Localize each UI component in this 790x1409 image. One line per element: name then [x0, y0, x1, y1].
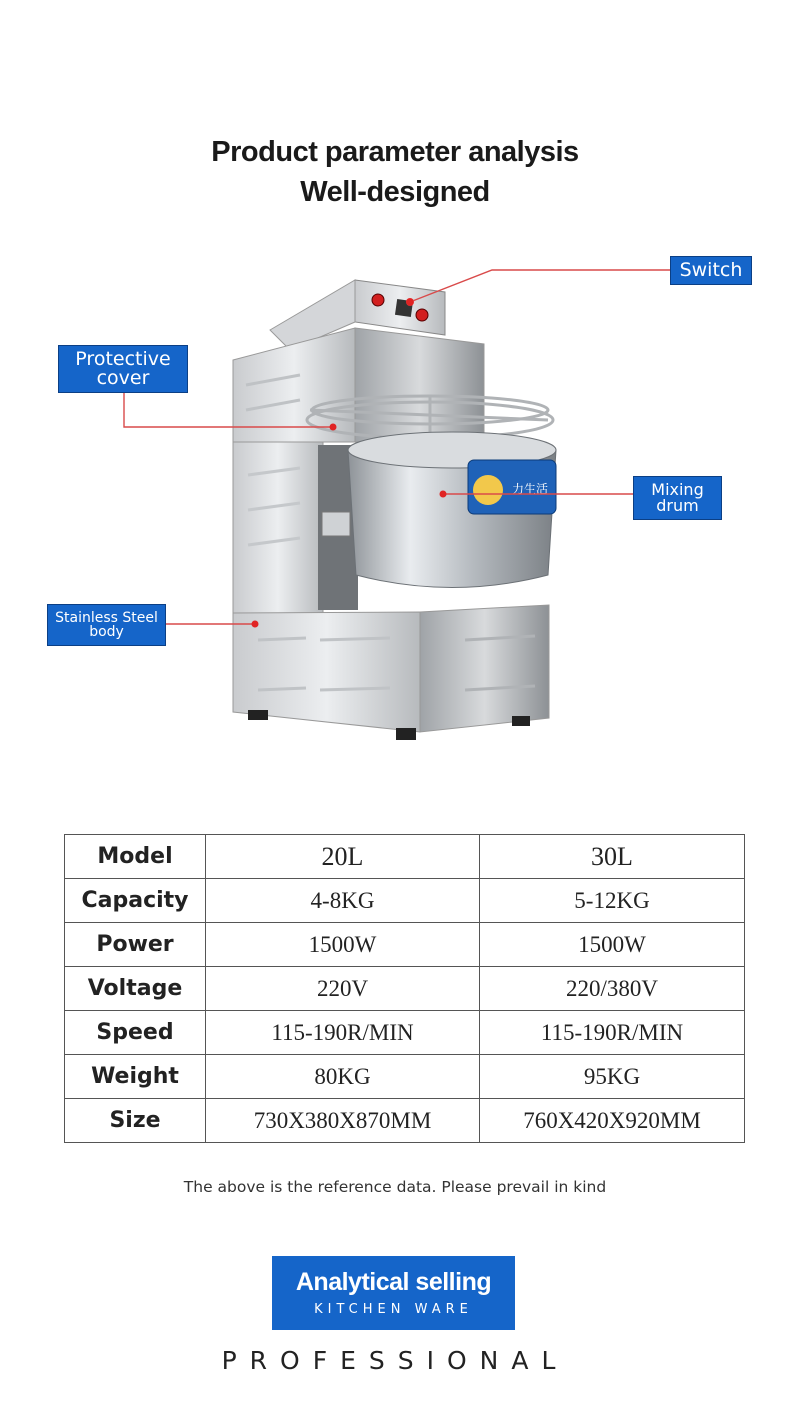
mixing-drum-callout: [633, 476, 722, 520]
cell-30l: 1500W: [480, 923, 745, 967]
cell-20l: 80KG: [206, 1055, 480, 1099]
switch-callout-label: Switch: [679, 259, 743, 281]
switch-callout: [670, 256, 752, 285]
stainless-steel-label-line2: body: [89, 624, 124, 640]
reference-note: The above is the reference data. Please prevail in kind: [183, 1178, 607, 1196]
brand-banner: [272, 1256, 515, 1330]
row-label: Capacity: [65, 879, 206, 923]
cell-20l: 4-8KG: [206, 879, 480, 923]
page-title: Product parameter analysis: [211, 136, 579, 168]
cell-20l: 20L: [206, 835, 480, 879]
cell-20l: 1500W: [206, 923, 480, 967]
cell-20l: 730X380X870MM: [206, 1099, 480, 1143]
stainless-steel-label-line1: Stainless Steel: [55, 610, 158, 626]
table-row: [65, 835, 745, 879]
cell-30l: 95KG: [480, 1055, 745, 1099]
table-row: [65, 1011, 745, 1055]
cell-30l: 220/380V: [480, 967, 745, 1011]
table-row: [65, 923, 745, 967]
stainless-steel-body: [233, 442, 358, 617]
table-row: [65, 879, 745, 923]
cell-30l: 5-12KG: [480, 879, 745, 923]
row-label: Speed: [65, 1011, 206, 1055]
mixing-drum-label-line2: drum: [656, 496, 699, 515]
table-row: [65, 1099, 745, 1143]
spec-table: [64, 834, 745, 1143]
cell-30l: 115-190R/MIN: [480, 1011, 745, 1055]
row-label: Model: [65, 835, 206, 879]
stainless-steel-callout: [47, 604, 166, 646]
protective-cover-callout: [58, 345, 188, 393]
base: [233, 605, 549, 740]
brand-title: Analytical selling: [295, 1268, 492, 1296]
footer-tagline: PROFESSIONAL: [221, 1346, 569, 1375]
brand-subtitle: KITCHEN WARE: [314, 1302, 473, 1317]
row-label: Voltage: [65, 967, 206, 1011]
cell-30l: 760X420X920MM: [480, 1099, 745, 1143]
cell-20l: 220V: [206, 967, 480, 1011]
row-label: Size: [65, 1099, 206, 1143]
protective-cover-label-line1: Protective: [75, 348, 171, 370]
cell-20l: 115-190R/MIN: [206, 1011, 480, 1055]
cell-30l: 30L: [480, 835, 745, 879]
protective-cover-label-line2: cover: [96, 367, 150, 389]
page-subtitle: Well-designed: [300, 176, 490, 208]
row-label: Weight: [65, 1055, 206, 1099]
table-row: [65, 1055, 745, 1099]
table-row: [65, 967, 745, 1011]
drum-brand-label: 力生活: [511, 482, 549, 496]
mixing-drum: [348, 432, 556, 588]
row-label: Power: [65, 923, 206, 967]
mixing-drum-label-line1: Mixing: [651, 480, 704, 499]
